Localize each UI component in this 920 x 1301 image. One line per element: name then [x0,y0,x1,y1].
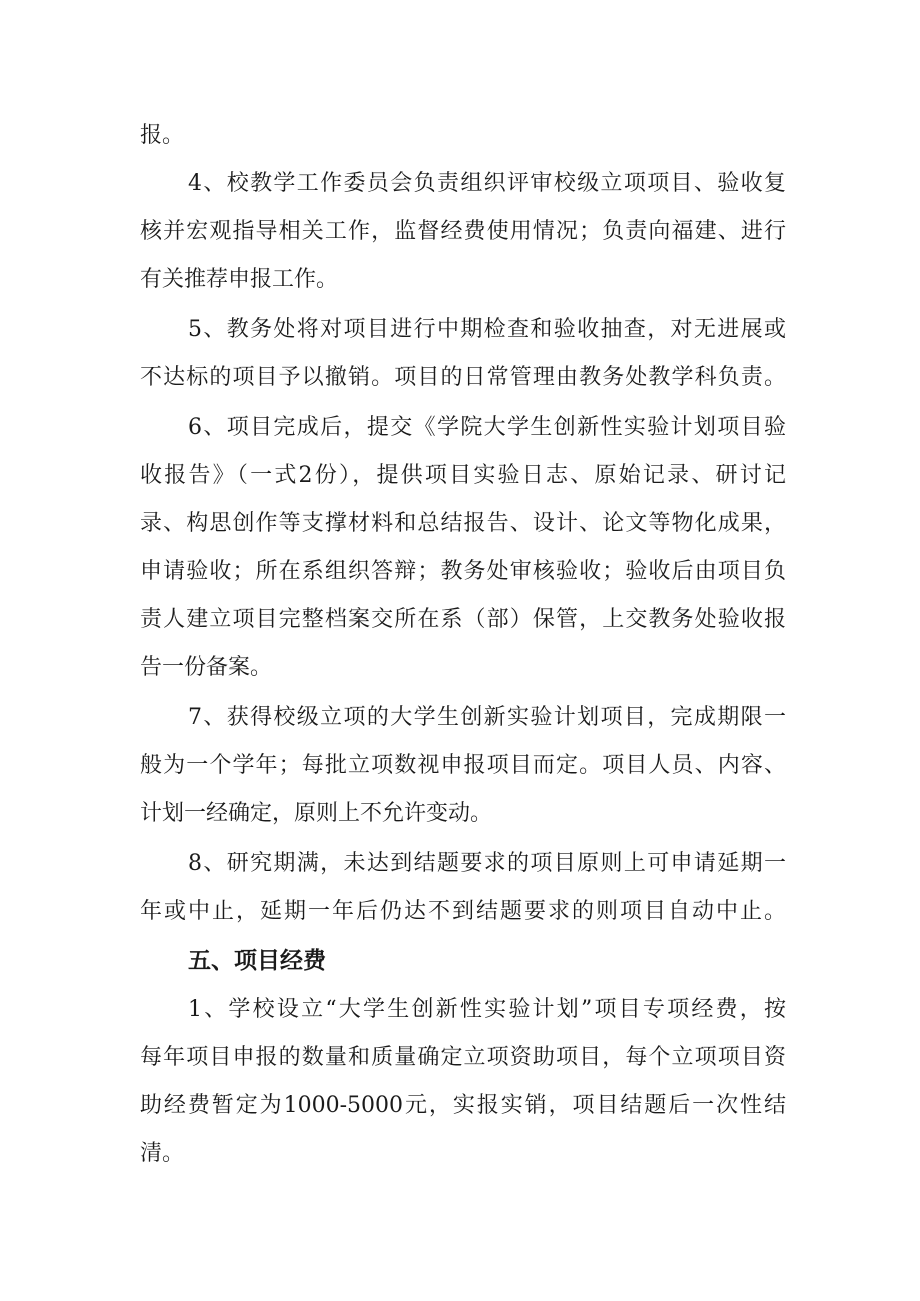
text-line: 每年项目申报的数量和质量确定立项资助项目，每个立项项目资 [140,1045,786,1070]
text-line: 报。 [140,123,185,148]
text-line: 8、研究期满，未达到结题要求的项目原则上可申请延期一 [188,851,786,876]
text-line: 告一份备案。 [140,655,273,680]
section-heading: 五、项目经费 [188,948,326,974]
text-line: 有关推荐申报工作。 [140,267,339,292]
text-line: 核并宏观指导相关工作，监督经费使用情况；负责向福建、进行 [140,219,786,244]
text-line: 不达标的项目予以撤销。项目的日常管理由教务处教学科负责。 [140,365,786,390]
text-line: 责人建立项目完整档案交所在系（部）保管，上交教务处验收报 [140,607,786,632]
text-line: 5、教务处将对项目进行中期检查和验收抽查，对无进展或 [188,317,786,342]
text-line: 般为一个学年；每批立项数视申报项目而定。项目人员、内容、 [140,753,786,778]
text-line: 申请验收；所在系组织答辩；教务处审核验收；验收后由项目负 [140,559,786,584]
text-line: 4、校教学工作委员会负责组织评审校级立项项目、验收复 [188,171,786,196]
text-line: 年或中止，延期一年后仍达不到结题要求的则项目自动中止。 [140,899,786,924]
text-line: 1、学校设立“大学生创新性实验计划”项目专项经费，按 [188,997,786,1022]
text-line: 计划一经确定，原则上不允许变动。 [140,801,493,826]
text-line: 助经费暂定为1000-5000元，实报实销，项目结题后一次性结 [140,1093,786,1118]
text-line: 清。 [140,1141,185,1166]
text-line: 7、获得校级立项的大学生创新实验计划项目，完成期限一 [188,705,786,730]
text-line: 6、项目完成后，提交《学院大学生创新性实验计划项目验 [188,415,786,440]
text-line: 录、构思创作等支撑材料和总结报告、设计、论文等物化成果， [140,511,786,536]
text-line: 收报告》（一式2份），提供项目实验日志、原始记录、研讨记 [140,463,786,488]
